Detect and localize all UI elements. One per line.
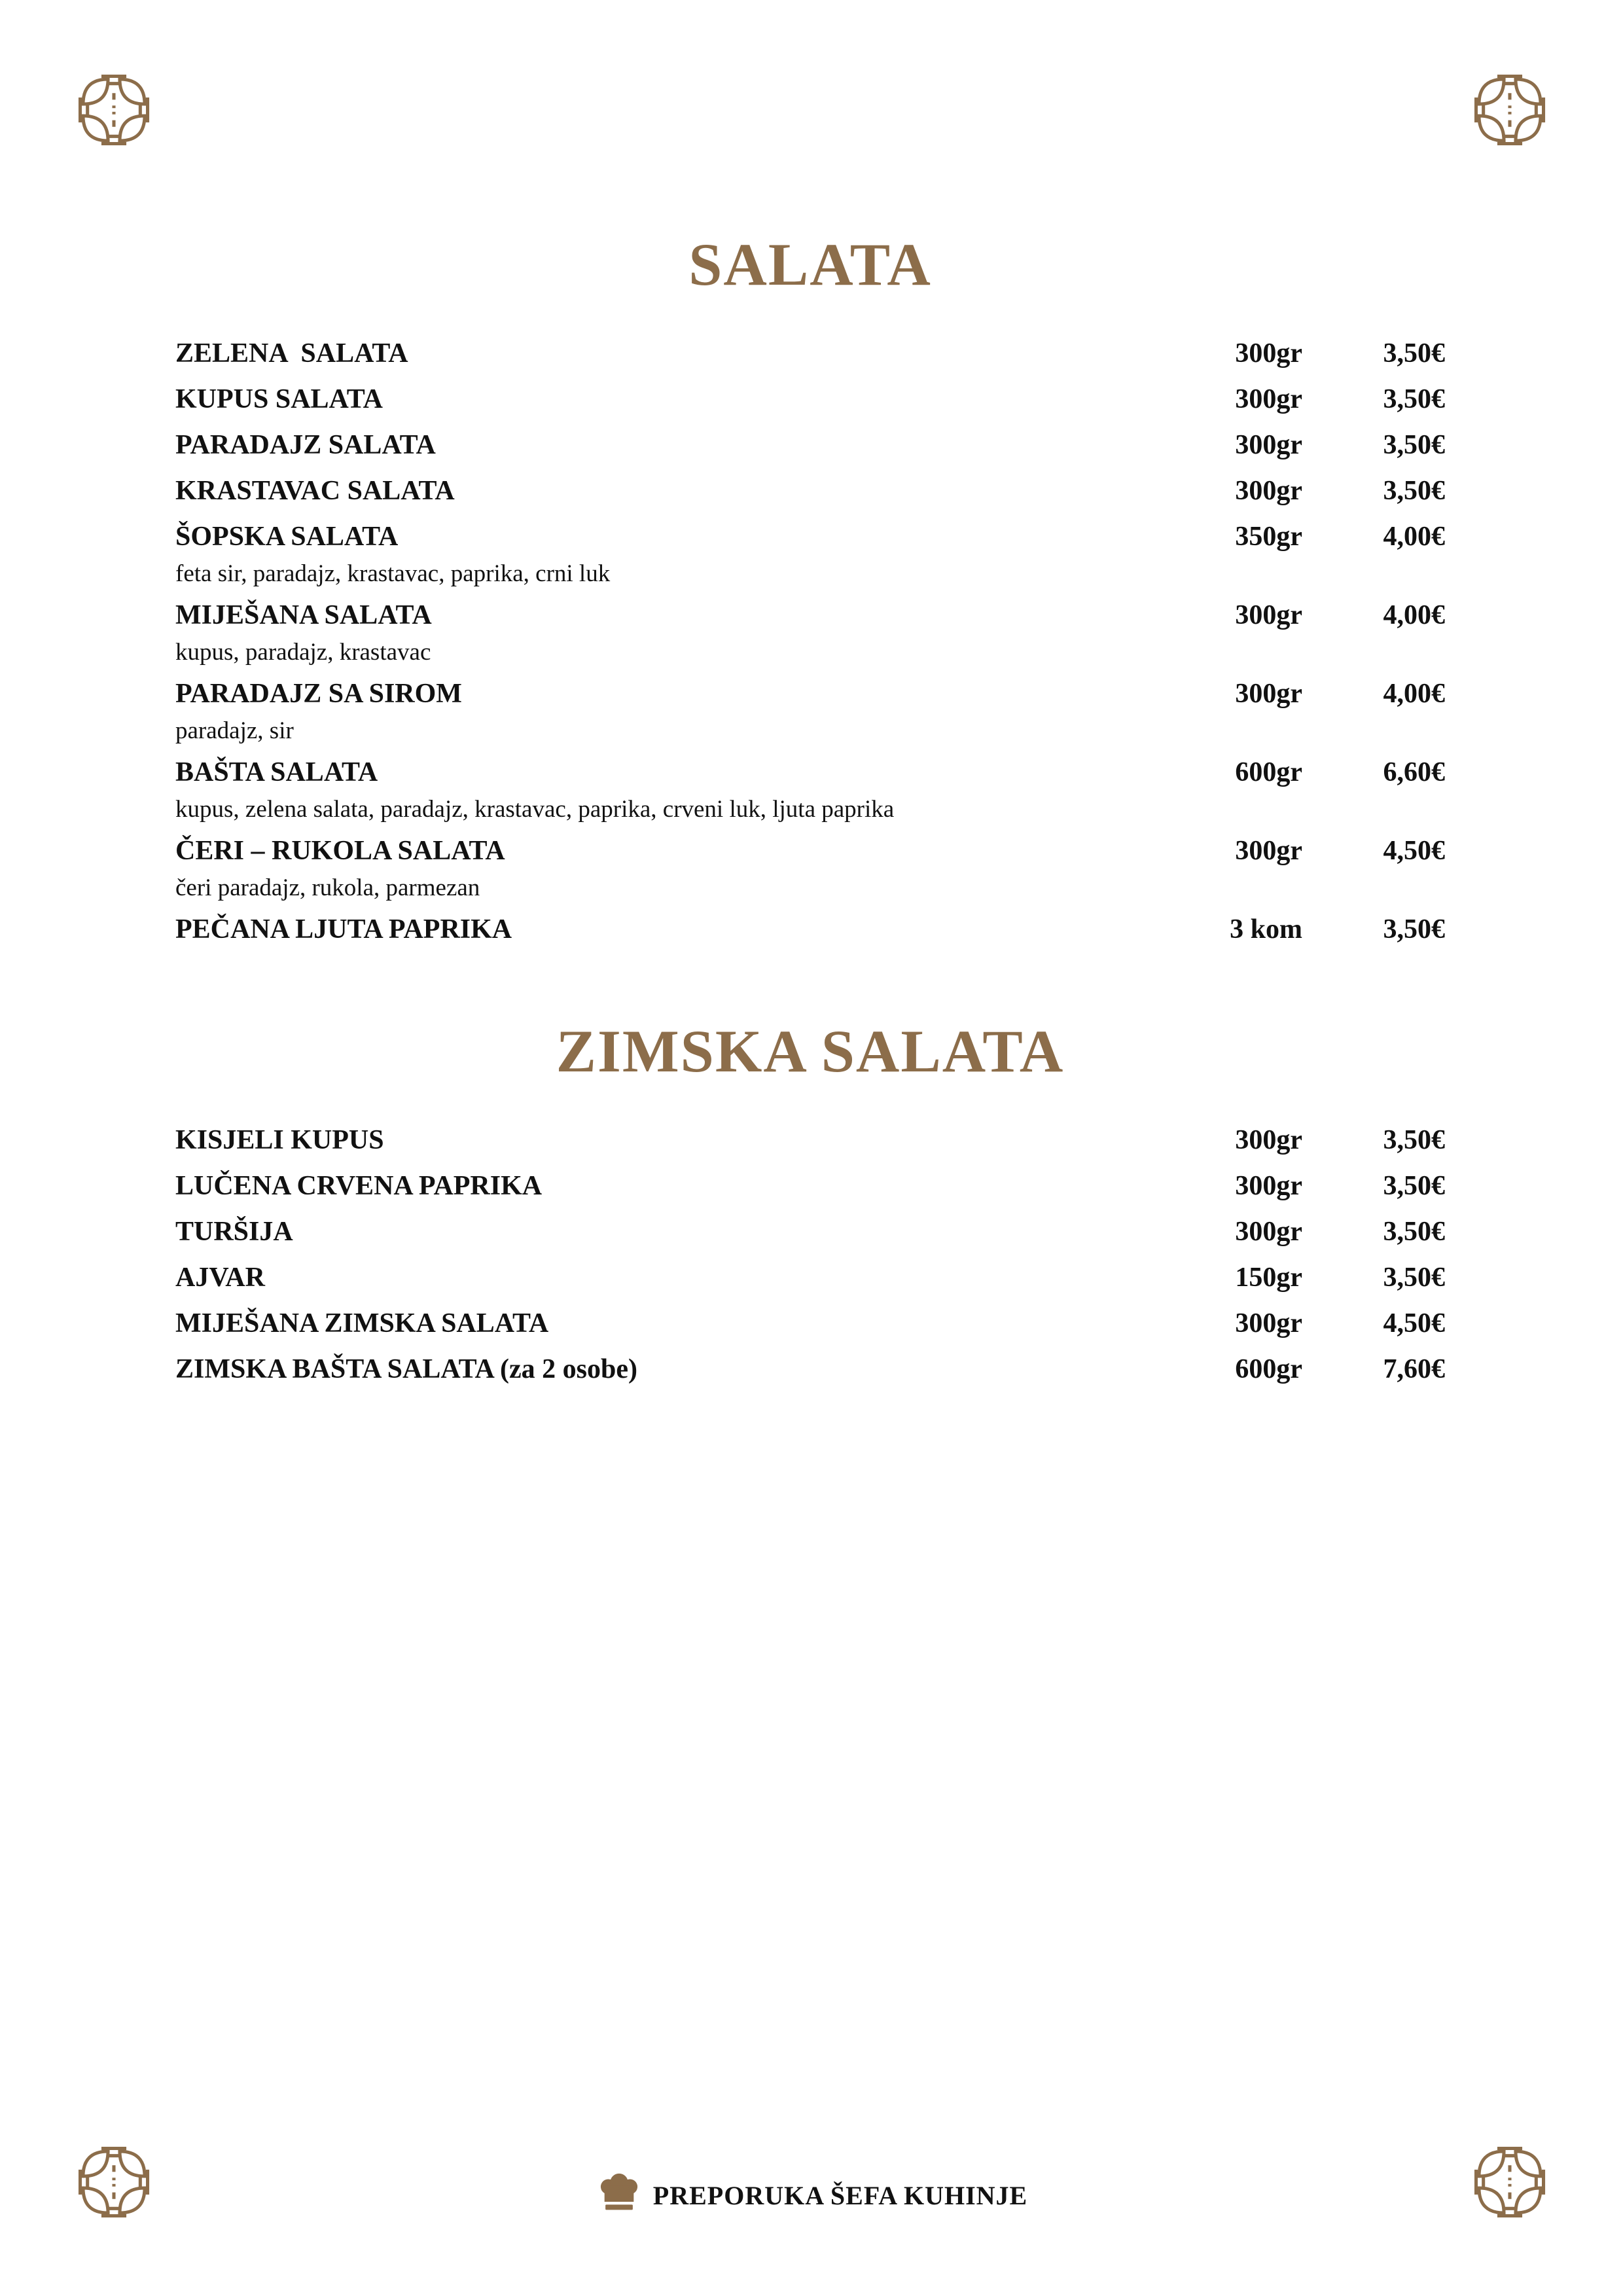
menu-item-name: ŠOPSKA SALATA [175,521,399,552]
menu-item-price: 7,60€ [1383,1354,1445,1384]
menu-content [175,230,1445,1397]
menu-item-name: ZIMSKA BAŠTA SALATA (za 2 osobe) [175,1354,637,1384]
menu-item-name: ČERI – RUKOLA SALATA [175,835,505,866]
menu-item-name: LUČENA CRVENA PAPRIKA [175,1170,543,1201]
menu-item-weight: 350gr [1235,521,1302,552]
menu-item-row [175,597,1445,634]
menu-item-row [175,754,1445,791]
menu-item-price: 6,60€ [1383,757,1445,787]
floral-ornament-icon [77,73,151,147]
menu-item-price: 3,50€ [1383,338,1445,368]
menu-item-row [175,1213,1445,1250]
menu-item-price: 4,00€ [1383,678,1445,709]
menu-item-name: PEČANA LJUTA PAPRIKA [175,914,512,944]
menu-item-weight: 150gr [1235,1262,1302,1293]
menu-item-weight: 300gr [1235,1124,1302,1155]
menu-item-row [175,833,1445,869]
section-title: ZIMSKA SALATA [556,1017,1065,1085]
menu-item-weight: 300gr [1235,678,1302,709]
menu-item-weight: 600gr [1235,1354,1302,1384]
menu-item-name: AJVAR [175,1262,265,1293]
menu-item-name: MIJEŠANA ZIMSKA SALATA [175,1308,549,1338]
menu-item-weight: 300gr [1235,338,1302,368]
menu-item-description: čeri paradajz, rukola, parmezan [175,874,480,901]
menu-section [175,230,1445,948]
menu-item-price: 4,50€ [1383,1308,1445,1338]
section-title: SALATA [688,231,932,298]
menu-item-name: ZELENA SALATA [175,338,408,368]
menu-item-row [175,473,1445,509]
chef-recommendation-label: PREPORUKA ŠEFA KUHINJE [652,2180,1028,2210]
menu-item-price: 3,50€ [1383,1170,1445,1201]
menu-item-description: kupus, zelena salata, paradajz, krastavac, paprika, crveni luk, ljuta paprika [175,795,895,823]
menu-item-row [175,675,1445,712]
menu-item-price: 3,50€ [1383,1124,1445,1155]
menu-item-row [175,518,1445,555]
menu-item-name: MIJEŠANA SALATA [175,600,432,630]
menu-item-weight: 300gr [1235,835,1302,866]
menu-item-name: KISJELI KUPUS [175,1124,384,1155]
menu-item-row [175,911,1445,948]
menu-item-price: 4,50€ [1383,835,1445,866]
menu-item-name: BAŠTA SALATA [175,757,378,787]
menu-item-row [175,381,1445,418]
menu-item-price: 4,00€ [1383,600,1445,630]
menu-item-weight: 300gr [1235,429,1302,460]
menu-item-row [175,427,1445,463]
menu-item-weight: 300gr [1235,1216,1302,1247]
menu-item-weight: 300gr [1235,1308,1302,1338]
menu-item-row [175,1305,1445,1342]
menu-item-price: 3,50€ [1383,1262,1445,1293]
menu-item-price: 4,00€ [1383,521,1445,552]
chef-hat-icon [596,2172,643,2219]
menu-item-row [175,1351,1445,1388]
menu-item-price: 3,50€ [1383,914,1445,944]
menu-item-row [175,335,1445,372]
menu-item-weight: 3 kom [1230,914,1302,944]
menu-item-weight: 300gr [1235,600,1302,630]
menu-item-price: 3,50€ [1383,475,1445,506]
menu-item-row [175,1168,1445,1204]
menu-list [175,1122,1445,1388]
menu-section [175,1017,1445,1388]
menu-item-price: 3,50€ [1383,429,1445,460]
menu-item-row [175,1122,1445,1158]
menu-item-description: paradajz, sir [175,717,294,744]
menu-item-weight: 300gr [1235,384,1302,414]
menu-item-price: 3,50€ [1383,1216,1445,1247]
menu-item-weight: 300gr [1235,1170,1302,1201]
menu-item-row [175,1259,1445,1296]
menu-item-description: kupus, paradajz, krastavac [175,638,431,666]
menu-item-weight: 300gr [1235,475,1302,506]
menu-list [175,335,1445,948]
menu-item-name: TURŠIJA [175,1216,293,1247]
menu-item-description: feta sir, paradajz, krastavac, paprika, crni luk [175,560,611,587]
chef-recommendation [0,2172,1623,2219]
menu-item-name: PARADAJZ SA SIROM [175,678,462,709]
menu-item-price: 3,50€ [1383,384,1445,414]
menu-item-name: KUPUS SALATA [175,384,383,414]
menu-item-weight: 600gr [1235,757,1302,787]
menu-item-name: KRASTAVAC SALATA [175,475,455,506]
menu-item-name: PARADAJZ SALATA [175,429,436,460]
floral-ornament-icon [1473,73,1546,147]
